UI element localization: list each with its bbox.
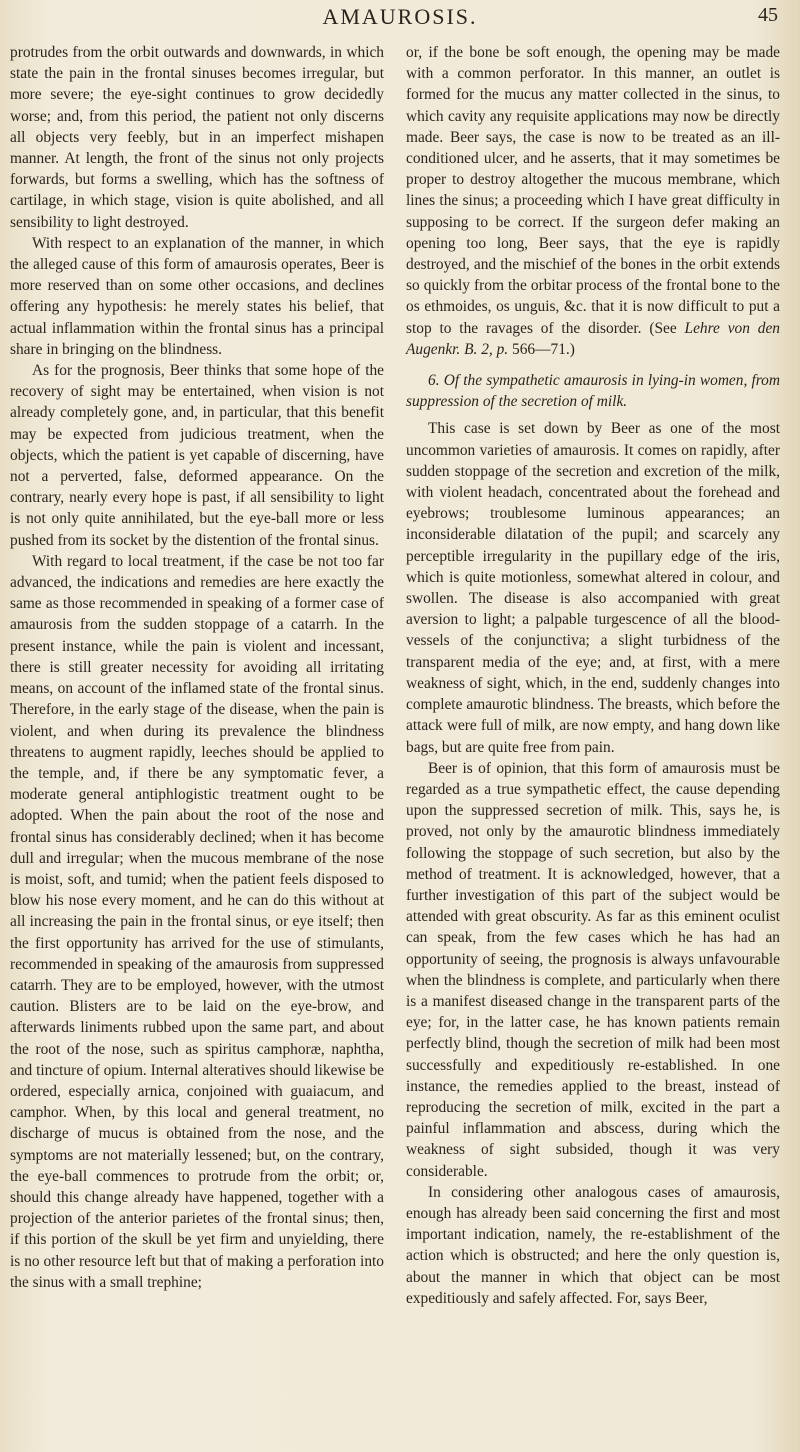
paragraph: In considering other analogous cases of amaurosis, enough has already been said concerning the first and most important indication, namely, the re-establishment of the action which is obstructed; and here the only question is, about the manner in which that object can be most expeditiously and safely affected. For, says Beer, [406, 1183, 780, 1307]
section-heading: 6. Of the sympathetic amaurosis in lying-in women, from suppression of the secretion of milk. [406, 372, 780, 411]
paragraph-text: or, if the bone be soft enough, the opening may be made with a common perforator. In this manner, an outlet is formed for the mucus any matter collected in the sinus, to which cavity any requisite applications may now be directly made. Beer says, the case is now to be treated as an ill-conditioned ulcer, and he asserts, that it may sometimes be proper to destroy altogether the mucous membrane, which lines the sinus; a proceeding which I have great difficulty in supposing to be correct. If the surgeon defer making an opening too long, Beer says, that the eye is rapidly destroyed, and the mischief of the bones in the orbit extends so quickly from the orbitar process of the frontal bone to the os ethmoides, os unguis, &c. that it is now difficult to put a stop to the ravages of the disorder. (See [406, 44, 780, 337]
paragraph: protrudes from the orbit outwards and downwards, in which state the pain in the frontal sinuses becomes irregular, but more severe; the eye-sight continues to grow decidedly worse; and, from this period, the patient not only discerns all objects very feebly, but in an imperfect mishapen manner. At length, the front of the sinus not only projects forwards, but forms a swelling, which has the softness of cartilage, in which stage, vision is quite abolished, and all sensibility to light destroyed. [10, 44, 384, 231]
page-number: 45 [758, 4, 778, 26]
left-column [10, 42, 384, 1293]
paragraph: As for the prognosis, Beer thinks that some hope of the recovery of sight may be entertained, when vision is not already completely gone, and, in particular, that this benefit may be expected from judicious treatment, when the objects, which the patient is yet capable of discerning, have not a perverted, false, deformed appearance. On the contrary, nearly every hope is past, if all sensibility to light is not only quite annihilated, but the eye-ball more or less pushed from its socket by the distention of the frontal sinus. [10, 362, 384, 549]
paragraph: Beer is of opinion, that this form of amaurosis must be regarded as a true sympathetic effect, the cause depending upon the suppressed secretion of milk. This, says he, is proved, not only by the amaurotic blindness immediately following the stoppage of such secretion, but also by the method of treatment. It is acknowledged, however, that a further investigation of this part of the subject would be attended with great obscurity. As far as this eminent oculist can speak, from the few cases which he has had an opportunity of seeing, the prognosis is always unfavourable when the blindness is complete, and particularly when there is a manifest diseased change in the transparent parts of the eye; for, in the latter case, he has known patients remain perfectly blind, though the secretion of milk had been most successfully and expeditiously re-established. In one instance, the remedies applied to the breast, instead of reproducing the secretion of milk, excited in the part a painful inflammation and abscess, during which the weakness of sight subsided, though it was very considerable. [406, 759, 780, 1180]
paragraph [406, 42, 780, 360]
paragraph: With respect to an explanation of the manner, in which the alleged cause of this form of amaurosis operates, Beer is more reserved than on some other occasions, and declines offering any hypothesis: he merely states his belief, that actual inflammation within the frontal sinus has a principal share in bringing on the blindness. [10, 234, 384, 358]
page-header [0, 4, 800, 34]
running-head: AMAUROSIS. [322, 4, 478, 29]
paragraph: With regard to local treatment, if the case be not too far advanced, the indications and remedies are here exactly the same as those recommended in speaking of a former case of amaurosis from the sudden stoppage of a catarrh. In the present instance, while the pain is violent and incessant, there is still greater necessity for avoiding all irritating means, on account of the inflamed state of the frontal sinus. Therefore, in the early stage of the disease, when the pain is violent, and when during its prevalence the blindness threatens to augment rapidly, leeches should be applied to the temple, and, if there be any symptomatic fever, a moderate general antiphlogistic treatment ought to be adopted. When the pain about the root of the nose and frontal sinus has considerably declined; when it has become dull and irregular; when the mucous membrane of the nose is moist, soft, and tumid; when the patient feels disposed to blow his nose every moment, and he can do this without at all increasing the pain in the frontal sinus, or eye itself; then the first opportunity has arrived for the use of stimulants, recommended in speaking of the amaurosis from suppressed catarrh. They are to be employed, however, with the utmost caution. Blisters are to be laid on the eye-brow, and afterwards liniments rubbed upon the same part, and about the root of the nose, such as spiritus camphoræ, naphtha, and tincture of opium. Internal alteratives should likewise be ordered, especially arnica, conjoined with guaiacum, and camphor. When, by this local and general treatment, no discharge of mucus is obtained from the nose, and the symptoms are not materially lessened; but, on the contrary, the eye-ball commences to protrude from the orbit; or, should this change already have happened, together with a projection of the anterior parietes of the frontal sinus; then, if this portion of the skull be yet firm and unyielding, there is no other resource left but that of making a perforation into the sinus with a small trephine; [10, 552, 384, 1291]
reference-pages: 566—71.) [512, 340, 575, 358]
paragraph: This case is set down by Beer as one of the most uncommon varieties of amaurosis. It comes on rapidly, after sudden stoppage of the secretion and excretion of the milk, with violent headach, concentrated about the forehead and eyebrows; troublesome luminous appearances; an inconsiderable dilatation of the pupil; and scarcely any perceptible irregularity in the pupillary edge of the iris, which is quite motionless, somewhat altered in colour, and swollen. The disease is also accompanied with great aversion to light; a palpable turgescence of all the blood-vessels of the conjunctiva; a slight turbidness of the transparent media of the eye; and, at first, with a mere weakness of sight, which, in the end, suddenly changes into complete amaurotic blindness. The breasts, which before the attack were full of milk, are now empty, and hang down like bags, but are quite free from pain. [406, 420, 780, 756]
right-column [406, 42, 780, 1309]
reference-title: Lehre von den Augenkr. B. 2, p. [406, 319, 780, 358]
